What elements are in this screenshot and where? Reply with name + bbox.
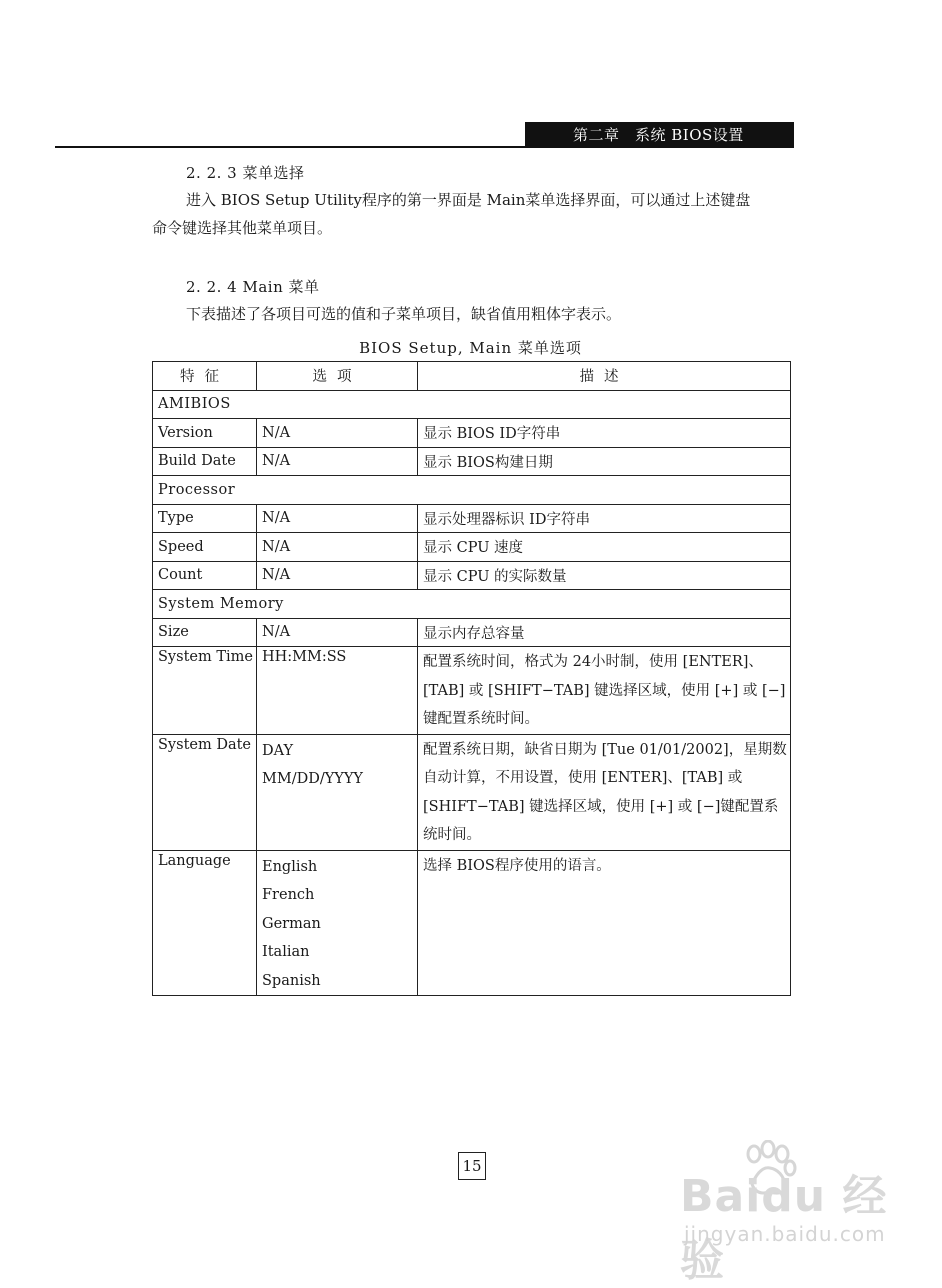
table-header-row	[153, 362, 791, 391]
description-cell: 配置系统时间，格式为 24小时制，使用 [ENTER]、[TAB] 或 [SHIFT−TAB] 键选择区域，使用 [+] 或 [−]键配置系统时间。	[418, 647, 791, 735]
option-cell: N/A	[257, 561, 418, 590]
paragraph-main-menu: 下表描述了各项目可选的值和子菜单项目，缺省值用粗体字表示。	[186, 305, 622, 323]
description-cell: 选择 BIOS程序使用的语言。	[418, 850, 791, 996]
description-cell: 配置系统日期，缺省日期为 [Tue 01/01/2002]，星期数自动计算，不用设置，使用 [ENTER]、[TAB] 或 [SHIFT−TAB] 键选择区域，使用 [+] 或 [−]键配置系统时间。	[418, 734, 791, 850]
option-line: French	[262, 887, 315, 903]
table-row	[153, 504, 791, 533]
table-row	[153, 647, 791, 735]
feature-cell: Version	[153, 419, 257, 448]
paragraph-menu-select-line1: 进入 BIOS Setup Utility程序的第一界面是 Main菜单选择界面，可以通过上述键盘	[186, 191, 751, 209]
watermark-logo: Baidu 经验	[680, 1171, 888, 1286]
feature-cell: Type	[153, 504, 257, 533]
group-row-amibios	[153, 390, 791, 419]
table-row	[153, 618, 791, 647]
description-cell: 显示内存总容量	[418, 618, 791, 647]
header-feature: 特征	[153, 362, 257, 391]
option-line: Spanish	[262, 972, 321, 989]
feature-cell: System Date	[153, 734, 257, 850]
option-line: DAY	[262, 742, 294, 759]
feature-cell: Size	[153, 618, 257, 647]
table-row	[153, 850, 791, 996]
paragraph-menu-select-line2: 命令键选择其他菜单项目。	[152, 219, 333, 237]
table-caption: BIOS Setup, Main 菜单选项	[359, 339, 582, 357]
description-cell: 显示 CPU 速度	[418, 533, 791, 562]
table-row	[153, 419, 791, 448]
group-row-processor	[153, 476, 791, 505]
option-cell: HH:MM:SS	[257, 647, 418, 735]
option-cell	[257, 734, 418, 850]
group-label: AMIBIOS	[153, 390, 791, 419]
section-heading-menu-select: 2. 2. 3 菜单选择	[186, 164, 305, 182]
feature-cell: Speed	[153, 533, 257, 562]
option-cell: N/A	[257, 419, 418, 448]
description-cell: 显示处理器标识 ID字符串	[418, 504, 791, 533]
option-cell	[257, 850, 418, 996]
option-line: German	[262, 915, 321, 932]
group-label: Processor	[153, 476, 791, 505]
option-cell: N/A	[257, 618, 418, 647]
description-cell: 显示 CPU 的实际数量	[418, 561, 791, 590]
header-rule	[55, 146, 794, 148]
header-option: 选项	[257, 362, 418, 391]
option-cell: N/A	[257, 533, 418, 562]
feature-cell: Count	[153, 561, 257, 590]
header-description: 描述	[418, 362, 791, 391]
table-row	[153, 447, 791, 476]
feature-cell: System Time	[153, 647, 257, 735]
feature-cell: Build Date	[153, 447, 257, 476]
main-menu-options-table	[152, 361, 791, 996]
feature-cell: Language	[153, 850, 257, 996]
section-heading-main-menu: 2. 2. 4 Main 菜单	[186, 278, 320, 296]
group-label: System Memory	[153, 590, 791, 619]
watermark-url: jingyan.baidu.com	[684, 1222, 886, 1246]
chapter-header: 第二章 系统 BIOS设置	[525, 122, 794, 148]
table-row	[153, 533, 791, 562]
description-cell: 显示 BIOS构建日期	[418, 447, 791, 476]
description-cell: 显示 BIOS ID字符串	[418, 419, 791, 448]
table-row	[153, 734, 791, 850]
page-number: 15	[458, 1152, 486, 1180]
baidu-watermark	[672, 1160, 902, 1286]
table-row	[153, 561, 791, 590]
option-cell: N/A	[257, 447, 418, 476]
option-line: English	[262, 858, 318, 875]
group-row-system-memory	[153, 590, 791, 619]
option-line: Italian	[262, 944, 310, 960]
option-cell: N/A	[257, 504, 418, 533]
option-line: MM/DD/YYYY	[262, 771, 364, 787]
